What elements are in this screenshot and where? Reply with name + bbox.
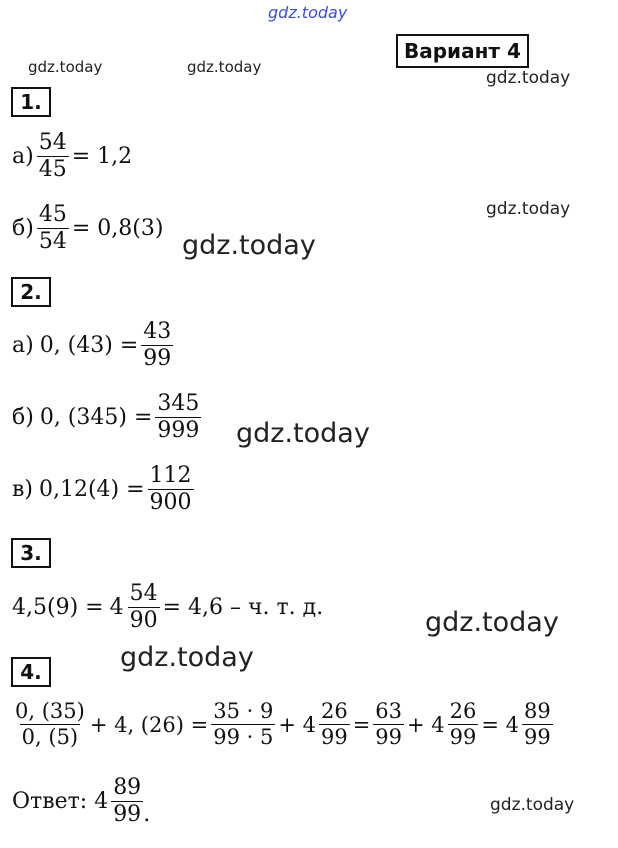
watermark: gdz.today — [236, 418, 370, 449]
denominator: 900 — [149, 490, 192, 516]
expression: 4,5(9) = — [12, 595, 104, 621]
numerator: 345 — [157, 391, 200, 416]
answer-tail: . — [143, 802, 151, 828]
watermark: gdz.today — [187, 58, 262, 76]
fraction — [37, 203, 69, 254]
task-number-1: 1. — [11, 87, 51, 117]
numerator: 54 — [38, 130, 67, 155]
numerator: 112 — [149, 463, 192, 488]
denominator: 99 — [449, 725, 477, 750]
task-number-4: 4. — [11, 657, 51, 687]
numerator: 35 · 9 — [213, 699, 274, 723]
fraction — [111, 776, 143, 827]
result: = 0,8(3) — [71, 216, 164, 242]
answer-label: Ответ: 4 — [12, 789, 109, 815]
fraction — [37, 131, 69, 182]
denominator: 54 — [38, 229, 67, 255]
numerator: 63 — [375, 699, 403, 723]
operator: + 4 — [407, 712, 445, 737]
watermark-top: gdz.today — [268, 3, 348, 22]
task4-equation — [10, 700, 556, 749]
watermark: gdz.today — [486, 199, 571, 219]
task1-a — [12, 131, 132, 182]
item-label: а) — [12, 144, 34, 170]
numerator: 26 — [449, 699, 477, 723]
operator: + 4 — [278, 712, 316, 737]
task3-equation — [12, 582, 323, 633]
expression: + 4, (26) = — [89, 712, 209, 737]
fraction — [13, 700, 87, 749]
answer — [12, 776, 150, 827]
fraction — [211, 700, 275, 749]
numerator: 54 — [129, 581, 158, 606]
denominator: 99 — [143, 346, 172, 372]
denominator: 99 · 5 — [213, 725, 274, 750]
fraction — [319, 700, 350, 749]
denominator: 999 — [157, 418, 200, 444]
variant-title: Вариант 4 — [396, 34, 529, 68]
numerator: 26 — [320, 699, 348, 723]
item-label: в) — [12, 477, 33, 503]
fraction — [155, 392, 201, 443]
fraction — [522, 700, 553, 749]
watermark: gdz.today — [425, 607, 559, 638]
denominator: 0, (5) — [21, 725, 79, 750]
fraction — [448, 700, 479, 749]
result: = 4,6 – ч. т. д. — [162, 595, 324, 621]
expression: 0, (43) = — [39, 333, 139, 359]
task2-b — [12, 392, 204, 443]
item-label: б) — [12, 405, 34, 431]
fraction — [141, 320, 173, 371]
operator: = 4 — [481, 712, 520, 737]
watermark: gdz.today — [28, 58, 103, 76]
item-label: а) — [12, 333, 34, 359]
task2-c — [12, 464, 197, 515]
numerator: 43 — [143, 319, 172, 344]
expression: 0, (345) = — [39, 405, 153, 431]
watermark: gdz.today — [182, 230, 316, 261]
denominator: 45 — [38, 157, 67, 183]
fraction — [148, 464, 194, 515]
task-number-2: 2. — [11, 277, 51, 307]
result: = 1,2 — [71, 144, 133, 170]
numerator: 89 — [113, 775, 142, 800]
mixed-integer: 4 — [109, 595, 124, 621]
denominator: 99 — [113, 802, 142, 828]
denominator: 99 — [524, 725, 551, 750]
task-number-3: 3. — [11, 538, 51, 568]
operator: = — [352, 712, 371, 737]
expression: 0,12(4) = — [38, 477, 145, 503]
fraction — [128, 582, 160, 633]
denominator: 90 — [129, 608, 158, 634]
fraction — [373, 700, 404, 749]
watermark: gdz.today — [120, 642, 254, 673]
watermark: gdz.today — [490, 795, 575, 815]
numerator: 45 — [38, 202, 67, 227]
task1-b — [12, 203, 163, 254]
watermark: gdz.today — [486, 68, 571, 88]
denominator: 99 — [375, 725, 403, 750]
denominator: 99 — [320, 725, 348, 750]
item-label: б) — [12, 216, 34, 242]
numerator: 89 — [524, 699, 551, 723]
numerator: 0, (35) — [15, 699, 85, 723]
task2-a — [12, 320, 176, 371]
